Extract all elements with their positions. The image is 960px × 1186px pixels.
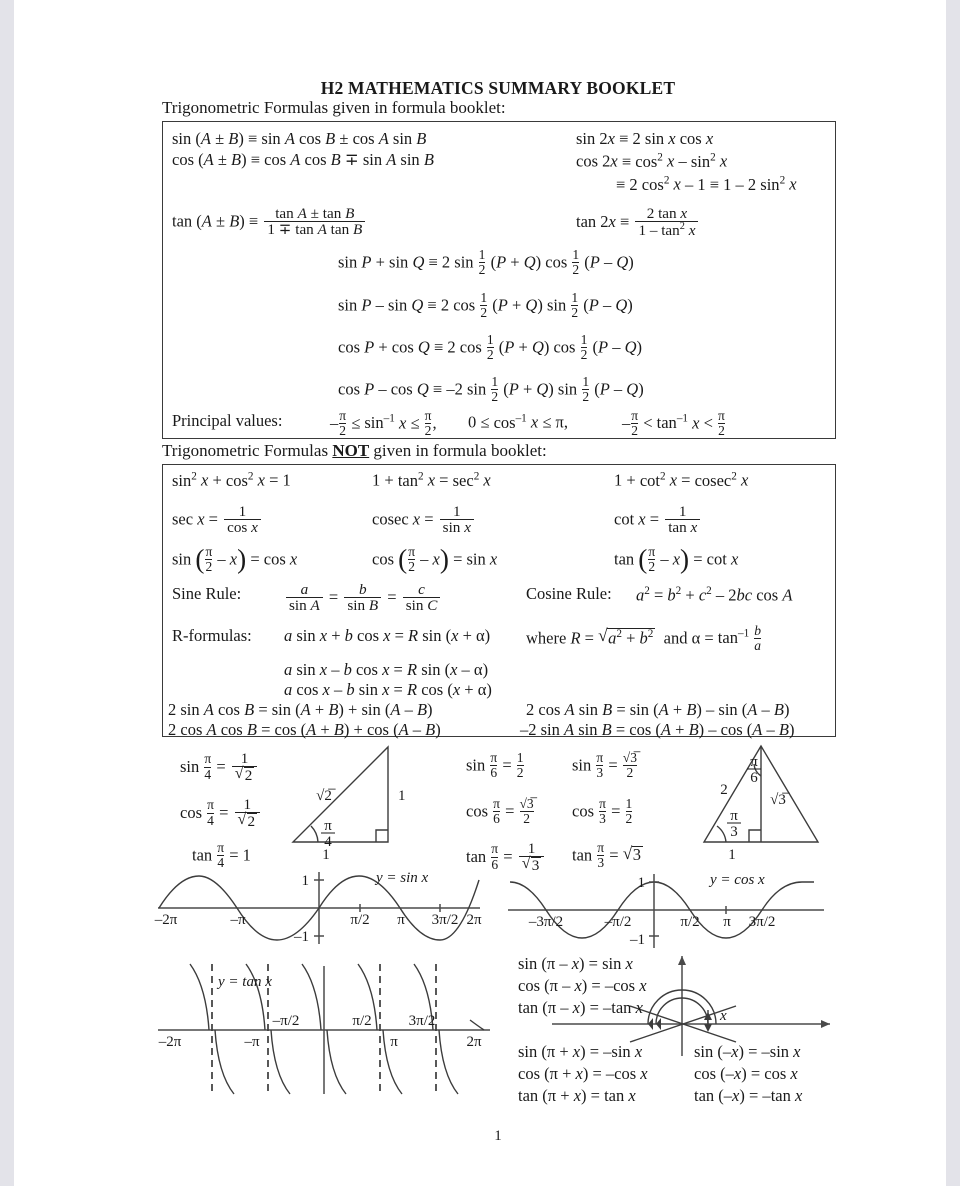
tangent-xtick-2pi: 2π bbox=[466, 1034, 482, 1050]
tangent-graph bbox=[154, 960, 494, 1095]
tangent-xtick-negpi-2: –π/2 bbox=[272, 1013, 300, 1029]
value-cos-pi6: cos $\frac{\pi}{6}$ = $\frac{√3̅}{2}$ bbox=[466, 796, 534, 827]
formula-cos-plus-cos: cos P + cos Q ≡ 2 cos $\frac{1}{2}$ (P + Q) cos $\frac{1}{2}$ (P – Q) bbox=[338, 332, 643, 363]
formula-sin-sum: sin (A ± B) ≡ sin A cos B ± cos A sin B bbox=[172, 129, 427, 148]
r-formula-2: a sin x – b cos x = R sin (x – α) bbox=[284, 660, 489, 679]
identity-pythagorean-3: $1 + \cot^2 x = cosec^2$ x bbox=[614, 470, 749, 490]
section-caption-given: Trigonometric Formulas given in formula booklet: bbox=[162, 98, 506, 117]
value-sin-pi6: sin $\frac{\pi}{6}$ = $\frac{1}{2}$ bbox=[466, 750, 524, 781]
formula-cos-sum: cos (A ± B) ≡ cos A cos B ∓ sin A sin B bbox=[172, 150, 434, 169]
cosine-graph-label: y = cos x bbox=[710, 872, 765, 888]
triangle-pi3-diagram bbox=[696, 744, 826, 862]
cosine-xtick-3pi-2: 3π/2 bbox=[748, 914, 776, 930]
formula-tan-2x: tan 2x ≡ $\frac{\text{2 tan x}}{1 - \tan^2 x}$ bbox=[576, 207, 700, 239]
tangent-xtick-3pi-2: 3π/2 bbox=[408, 1013, 436, 1029]
principal-values-cos: $0 \le \cos^{-1} x \le \pi$, bbox=[468, 412, 568, 432]
principal-values-tan: – $\frac{\pi}{2}$ < $\tan^{-1} x$ < $\frac{\pi}{2}$ bbox=[622, 408, 725, 439]
product-formula-2: 2 cos A cos B = cos (A + B) + cos (A – B) bbox=[168, 720, 441, 739]
sine-xtick-neg2pi: –2π bbox=[154, 912, 178, 928]
document-page bbox=[14, 0, 946, 1186]
value-sin-pi4: sin $\frac{\pi}{4}$ = 1 √ 2 bbox=[180, 752, 259, 784]
r-formula-where: where R = √ $a^2 + b^2$ and $\alpha = \tan^{-1}$ $\frac{b}{a}$ bbox=[526, 625, 762, 654]
cosine-rule-formula: $a^2 = b^2 + c^2 - 2bc$ cos A bbox=[636, 585, 793, 605]
identity-neg-x-sin: sin (–x) = –sin x bbox=[694, 1042, 801, 1061]
r-formulas-label: R-formulas: bbox=[172, 626, 252, 645]
product-formula-3: 2 cos A sin B = sin (A + B) – sin (A – B) bbox=[526, 700, 790, 719]
triangle-pi3-base-angle-den: 3 bbox=[730, 824, 738, 840]
sine-xtick-pi: π bbox=[397, 912, 405, 928]
formula-sin-minus-sin: sin P – sin Q ≡ 2 cos $\frac{1}{2}$ (P + Q) sin $\frac{1}{2}$ (P – Q) bbox=[338, 290, 633, 321]
value-tan-pi4: tan $\frac{\pi}{4}$ = 1 bbox=[192, 840, 251, 871]
product-formula-4: –2 sin A sin B = cos (A + B) – cos (A – B) bbox=[520, 720, 795, 739]
formula-tan-sum: tan (A ± B) ≡ $\frac{\text{tan A ± tan B}}{\text{1 ∓ tan A tan B}}$ bbox=[172, 207, 367, 238]
tangent-xtick-negpi: –π bbox=[244, 1034, 260, 1050]
sine-ytick-neg1: –1 bbox=[294, 929, 309, 945]
cosine-xtick-negpi-2: –π/2 bbox=[604, 914, 632, 930]
triangle-pi3-base-label: 1 bbox=[728, 847, 736, 863]
formula-cos-minus-cos: cos P – cos Q ≡ –2 sin $\frac{1}{2}$ (P + Q) sin $\frac{1}{2}$ (P – Q) bbox=[338, 374, 644, 405]
triangle-pi3-base-angle-num: π bbox=[730, 808, 738, 824]
identity-neg-x-tan: tan (–x) = –tan x bbox=[694, 1086, 803, 1105]
formula-cos-2x: $\cos 2x \equiv \cos^2 x - \sin^2 x$ bbox=[576, 151, 728, 171]
tangent-xtick-pi: π bbox=[390, 1034, 398, 1050]
sine-xtick-negpi: –π bbox=[230, 912, 246, 928]
identity-complement-sin: sin ( $\frac{\pi}{2}$ – x) = cos x bbox=[172, 544, 298, 575]
formula-sin-plus-sin: sin P + sin Q ≡ 2 sin $\frac{1}{2}$ (P + Q) cos $\frac{1}{2}$ (P – Q) bbox=[338, 247, 634, 278]
identity-cot: cot x = $\frac{1}{\text{tan x}}$ bbox=[614, 505, 702, 536]
sine-xtick-pi-2: π/2 bbox=[350, 912, 370, 928]
sine-graph-label: y = sin x bbox=[376, 870, 429, 886]
identity-pi-minus-x-cos: cos (π – x) = –cos x bbox=[518, 976, 647, 995]
sine-xtick-2pi: 2π bbox=[466, 912, 482, 928]
section-caption-not-given bbox=[162, 441, 547, 461]
cosine-graph bbox=[506, 866, 826, 956]
principal-values-label: Principal values: bbox=[172, 411, 283, 430]
triangle-pi3-top-angle-den: 6 bbox=[750, 770, 758, 786]
identity-complement-cos: cos ( $\frac{\pi}{2}$ – x) = sin x bbox=[372, 544, 498, 575]
cosine-ytick-neg1: –1 bbox=[630, 932, 645, 948]
value-tan-pi3: tan $\frac{\pi}{3}$ = √ 3 bbox=[572, 842, 643, 871]
r-formula-1: a sin x + b cos x = R sin (x + α) bbox=[284, 626, 491, 645]
caption-part-a: Trigonometric Formulas bbox=[162, 441, 333, 460]
triangle-pi4-angle-num: π bbox=[324, 818, 332, 834]
triangle-pi4-opp-label: 1 bbox=[398, 788, 406, 804]
product-formula-1: 2 sin A cos B = sin (A + B) + sin (A – B) bbox=[168, 700, 433, 719]
value-cos-pi3: cos $\frac{\pi}{3}$ = $\frac{1}{2}$ bbox=[572, 796, 633, 827]
triangle-pi3-side-label: 2 bbox=[720, 782, 728, 798]
sine-graph bbox=[154, 866, 484, 951]
formula-sin-2x: sin 2x ≡ 2 sin x cos x bbox=[576, 129, 714, 148]
sine-rule-formula: $\frac{a}{\text{sin A}}$ = $\frac{b}{\text{sin B}}$ = $\frac{c}{\text{sin C}}$ bbox=[284, 583, 442, 614]
cosine-rule-label: Cosine Rule: bbox=[526, 584, 612, 603]
identity-neg-x-cos: cos (–x) = cos x bbox=[694, 1064, 798, 1083]
sine-ytick-1: 1 bbox=[301, 873, 309, 889]
identity-pythagorean-1: $\sin^2 x + \cos^2 x = 1$ bbox=[172, 470, 291, 490]
page-title: H2 MATHEMATICS SUMMARY BOOKLET bbox=[320, 78, 676, 98]
sine-xtick-3pi-2: 3π/2 bbox=[431, 912, 459, 928]
triangle-pi4-adj-label: 1 bbox=[322, 847, 330, 863]
cosine-ytick-1: 1 bbox=[637, 875, 645, 891]
identity-pi-plus-x-sin: sin (π + x) = –sin x bbox=[518, 1042, 643, 1061]
identity-pi-minus-x-tan: tan (π – x) = –tan x bbox=[518, 998, 643, 1017]
identity-complement-tan: tan ( $\frac{\pi}{2}$ – x) = cot x bbox=[614, 544, 739, 575]
principal-values-sin: – $\frac{\pi}{2}$ ≤ $\sin^{-1} x$ ≤ $\frac{\pi}{2}$ , bbox=[330, 408, 437, 439]
identity-sec: sec x = $\frac{1}{\text{cos x}}$ bbox=[172, 505, 263, 536]
triangle-pi4-hyp-label: √2̅ bbox=[316, 788, 332, 804]
triangle-pi4-diagram bbox=[288, 742, 408, 862]
page-number: 1 bbox=[494, 1128, 502, 1144]
identity-pi-plus-x-cos: cos (π + x) = –cos x bbox=[518, 1064, 648, 1083]
sine-rule-label: Sine Rule: bbox=[172, 584, 242, 603]
tangent-graph-label: y = tan x bbox=[218, 974, 272, 990]
value-tan-pi6: tan $\frac{\pi}{6}$ = 1 √ 3 bbox=[466, 842, 546, 874]
value-sin-pi3: sin $\frac{\pi}{3}$ = $\frac{√3̅}{2}$ bbox=[572, 750, 637, 781]
cosine-xtick-pi-2: π/2 bbox=[680, 914, 700, 930]
identity-cosec: cosec x = $\frac{1}{\text{sin x}}$ bbox=[372, 505, 476, 536]
cosine-xtick-pi: π bbox=[723, 914, 731, 930]
triangle-pi4-angle-den: 4 bbox=[324, 834, 332, 850]
cosine-xtick-neg3pi-2: –3π/2 bbox=[528, 914, 564, 930]
r-formula-3: a cos x – b sin x = R cos (x + α) bbox=[284, 680, 492, 699]
identity-pi-minus-x-sin: sin (π – x) = sin x bbox=[518, 954, 633, 973]
triangle-pi3-top-angle-num: π bbox=[750, 754, 758, 770]
caption-not-word: NOT bbox=[332, 441, 370, 460]
identity-pi-plus-x-tan: tan (π + x) = tan x bbox=[518, 1086, 636, 1105]
quadrant-angle-label: x bbox=[720, 1008, 727, 1024]
tangent-xtick-pi-2: π/2 bbox=[352, 1013, 372, 1029]
value-cos-pi4: cos $\frac{\pi}{4}$ = 1 √ 2 bbox=[180, 798, 262, 830]
caption-part-b: given in formula booklet: bbox=[369, 441, 547, 460]
tangent-xtick-neg2pi: –2π bbox=[158, 1034, 182, 1050]
identity-pythagorean-2: $1 + \tan^2 x = \sec^2 x$ bbox=[372, 470, 491, 490]
formula-cos-2x-alt: ≡ 2 $\cos^2 x - 1 \equiv 1 - 2$ $\sin^2 x$ bbox=[616, 174, 797, 194]
triangle-pi3-height-label: √3̅ bbox=[770, 792, 786, 808]
